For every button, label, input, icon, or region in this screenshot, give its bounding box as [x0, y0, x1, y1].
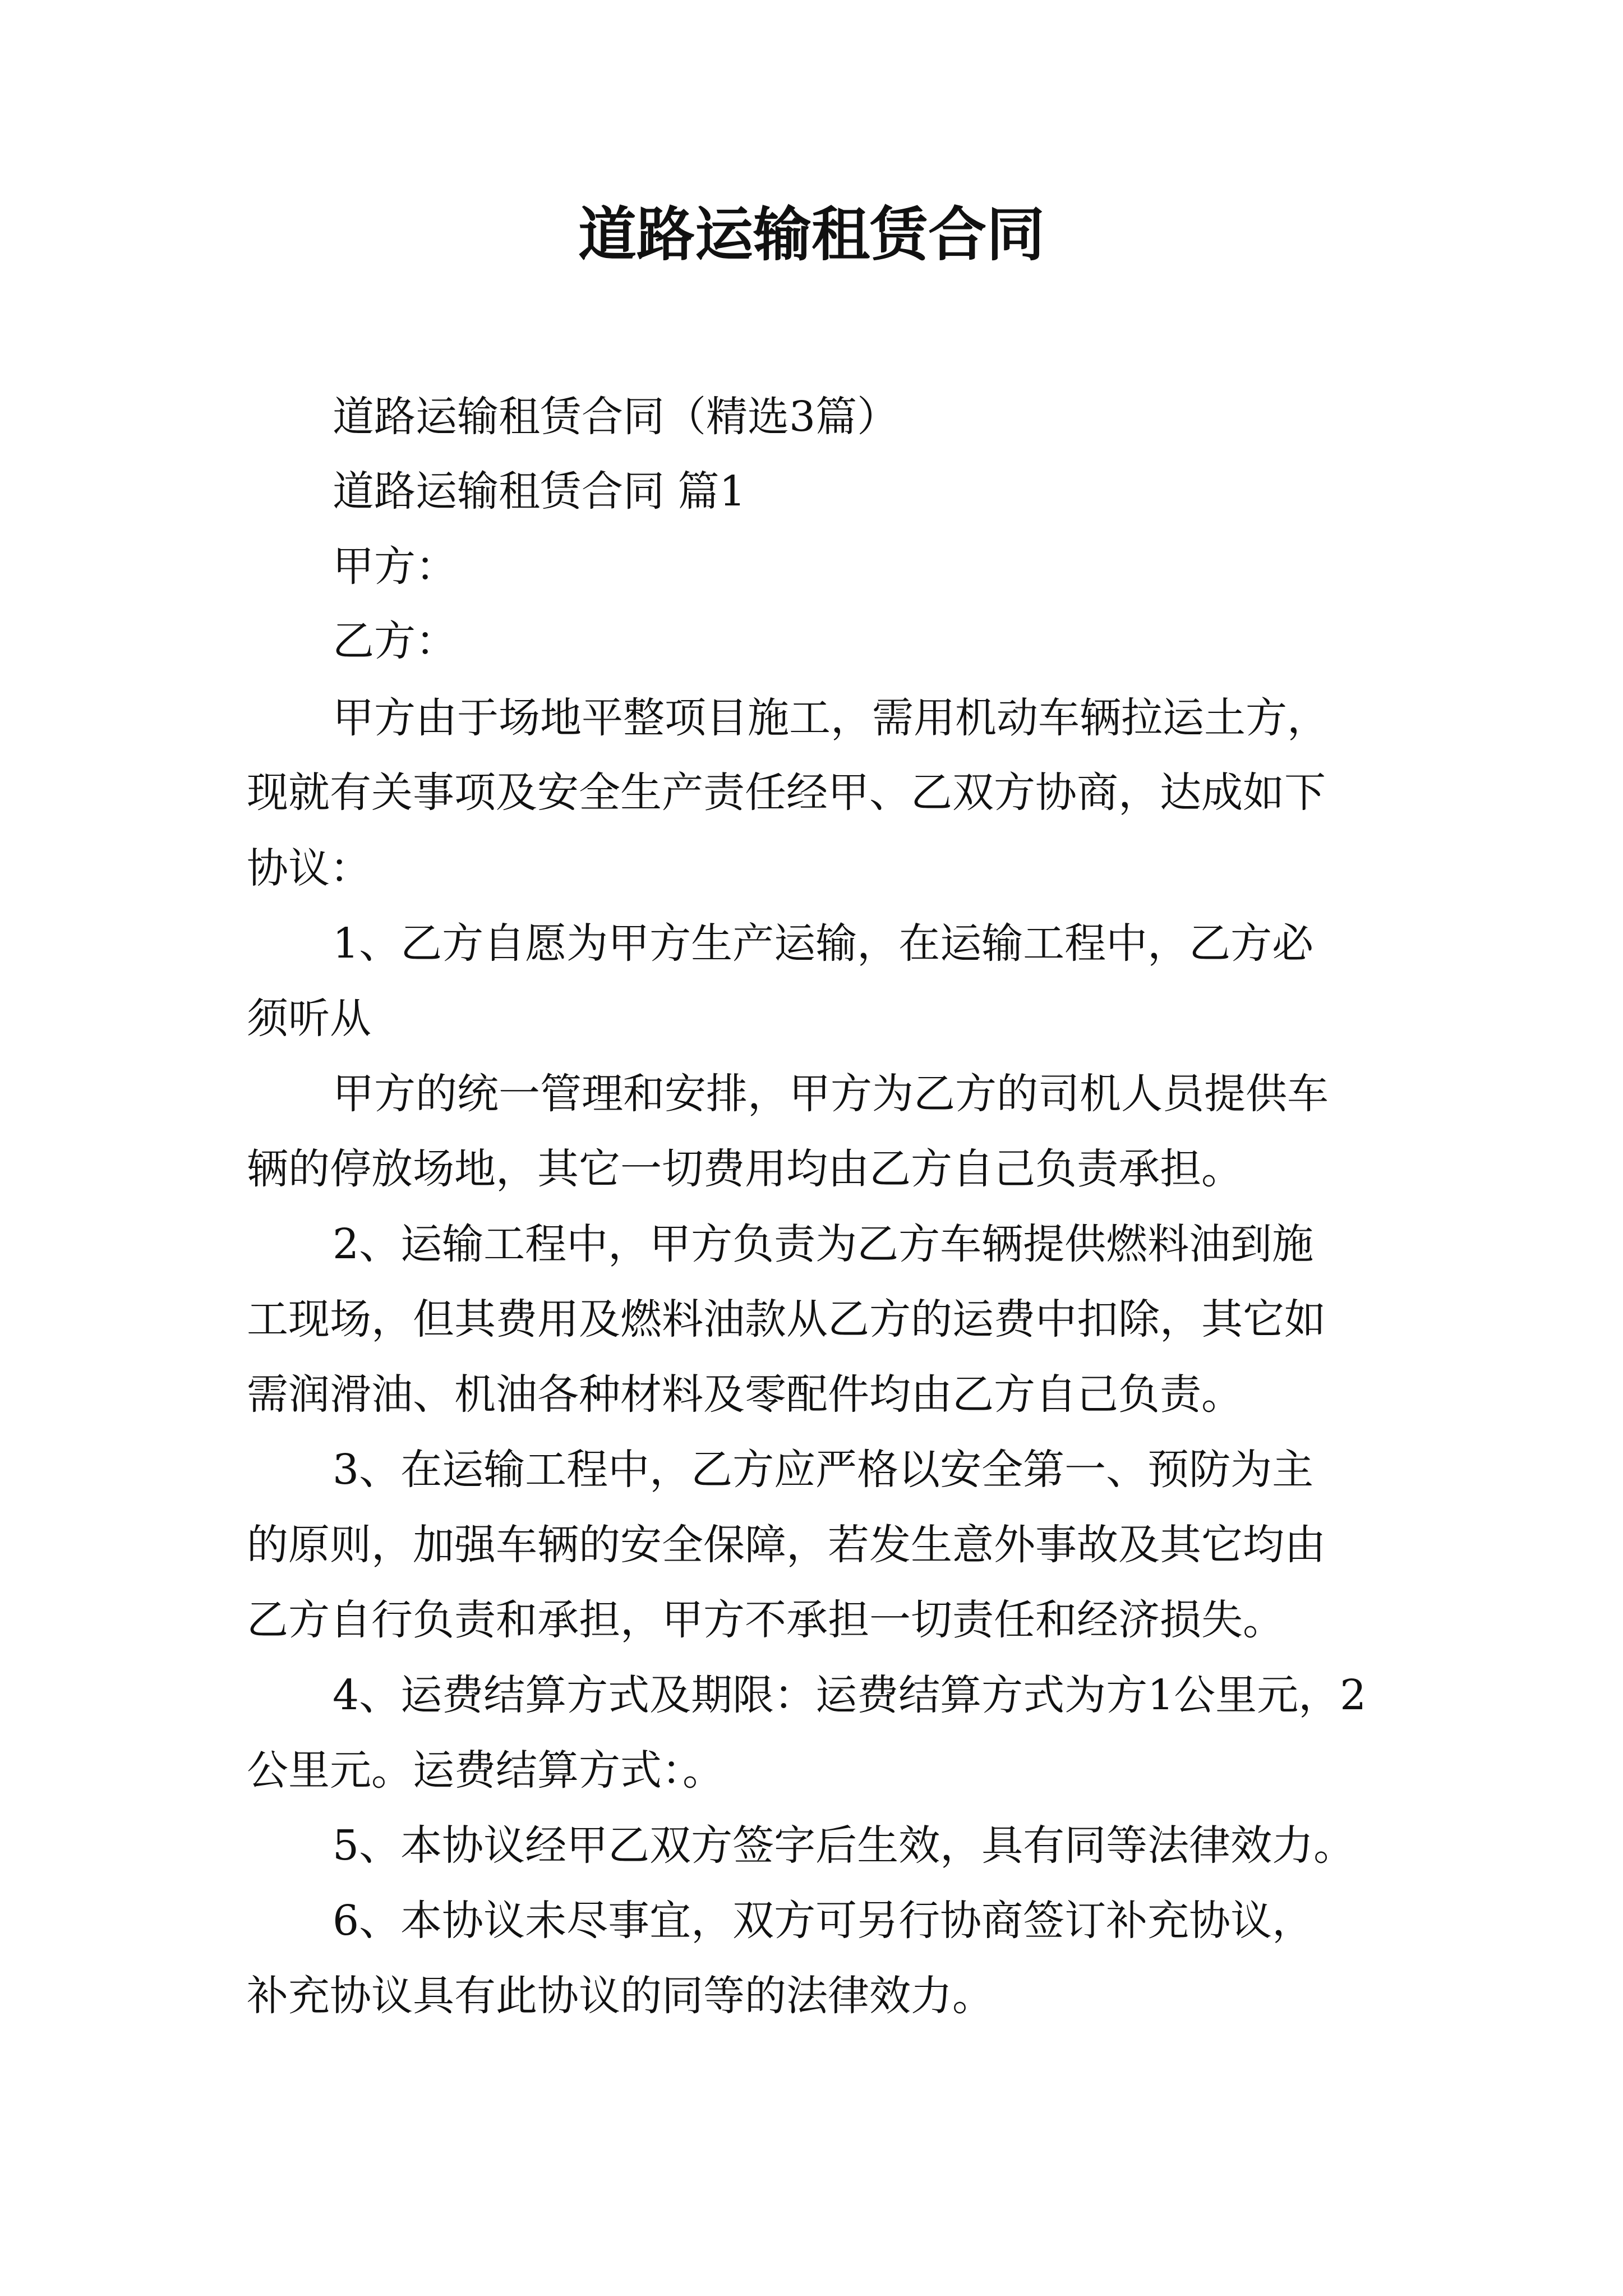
section-heading: 道路运输租赁合同 篇1: [333, 467, 746, 516]
clause-1-line-2: 须听从: [247, 995, 371, 1043]
clause-1-continued-line-2: 辆的停放场地，其它一切费用均由乙方自己负责承担。: [247, 1145, 1243, 1193]
clause-2-line-2: 工现场，但其费用及燃料油款从乙方的运费中扣除，其它如: [247, 1295, 1326, 1343]
clause-3-line-2: 的原则，加强车辆的安全保障，若发生意外事故及其它均由: [247, 1521, 1326, 1569]
clause-1-continued-line-1: 甲方的统一管理和安排，甲方为乙方的司机人员提供车: [333, 1070, 1329, 1118]
clause-2-line-1: 2、运输工程中，甲方负责为乙方车辆提供燃料油到施: [333, 1220, 1314, 1268]
document-subtitle: 道路运输租赁合同（精选3篇）: [333, 393, 899, 441]
intro-paragraph-line-1: 甲方由于场地平整项目施工，需用机动车辆拉运土方，: [333, 694, 1329, 742]
clause-3-line-1: 3、在运输工程中，乙方应严格以安全第一、预防为主: [333, 1446, 1314, 1494]
intro-paragraph-line-3: 协议：: [247, 844, 371, 892]
clause-4-line-2: 公里元。运费结算方式：。: [247, 1746, 724, 1795]
party-a-label: 甲方：: [333, 542, 457, 591]
clause-1-line-1: 1、乙方自愿为甲方生产运输，在运输工程中，乙方必: [333, 919, 1314, 968]
party-b-label: 乙方：: [333, 617, 457, 665]
clause-3-line-3: 乙方自行负责和承担，甲方不承担一切责任和经济损失。: [247, 1596, 1284, 1644]
clause-6-line-2: 补充协议具有此协议的同等的法律效力。: [247, 1972, 994, 2020]
clause-2-line-3: 需润滑油、机油各种材料及零配件均由乙方自己负责。: [247, 1370, 1243, 1419]
clause-4-line-1: 4、运费结算方式及期限：运费结算方式为方1公里元，2: [333, 1671, 1367, 1719]
document-title: 道路运输租赁合同: [578, 200, 1045, 269]
clause-5-line-1: 5、本协议经甲乙双方签字后生效，具有同等法律效力。: [333, 1821, 1355, 1870]
intro-paragraph-line-2: 现就有关事项及安全生产责任经甲、乙双方协商，达成如下: [247, 769, 1326, 817]
clause-6-line-1: 6、本协议未尽事宜，双方可另行协商签订补充协议，: [333, 1897, 1314, 1945]
